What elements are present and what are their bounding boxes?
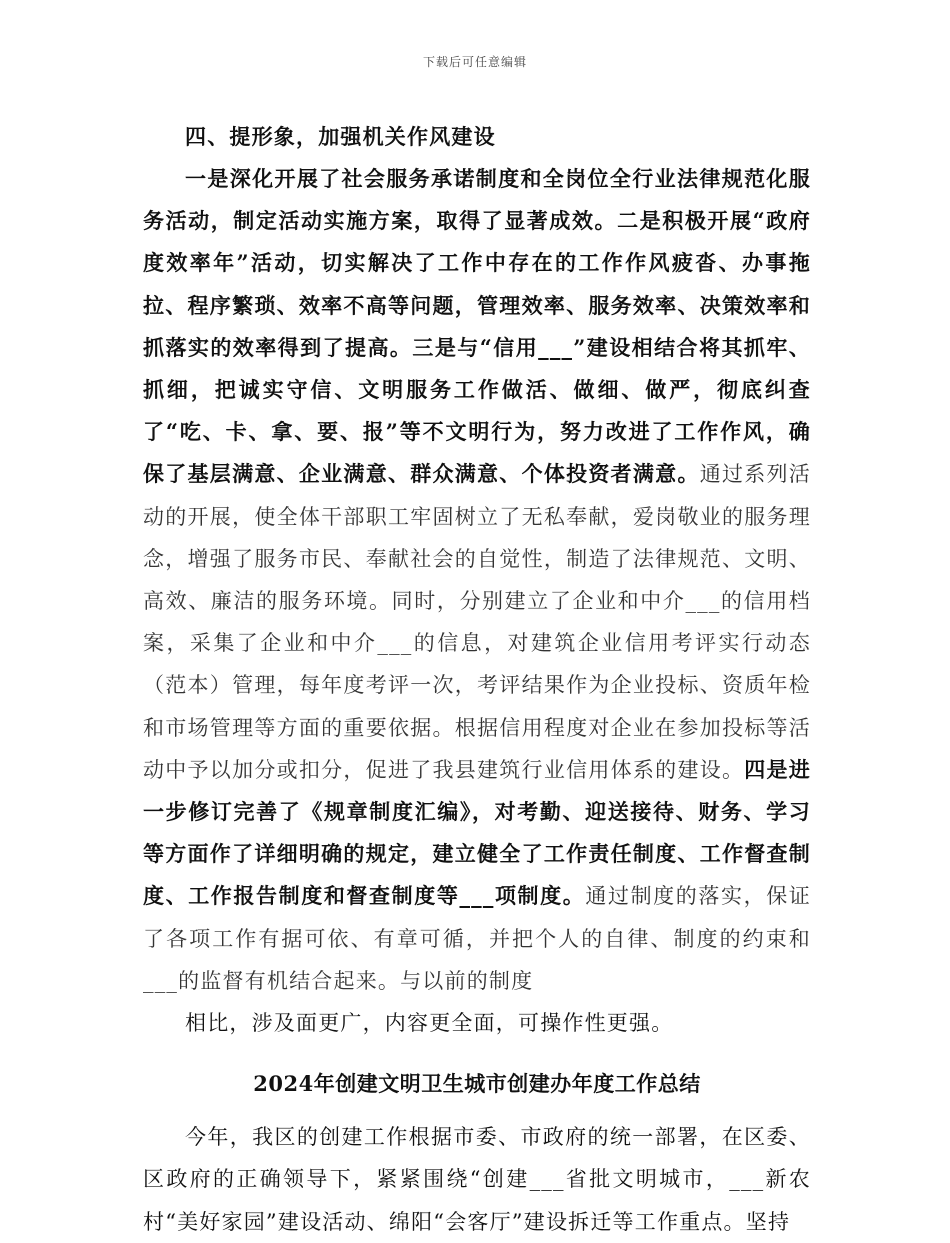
plain-passage-2: 通过制度的落实，保证了各项工作有据可依、有章可循，并把个人的自律、制度的约束和___的监督有机结合起来。与以前的制度 bbox=[143, 884, 812, 993]
plain-passage-1: 通过系列活动的开展，使全体干部职工牢固树立了无私奉献，爱岗敬业的服务理念，增强了服务市民、奉献社会的自觉性，制造了法律规范、文明、高效、廉洁的服务环境。同时，分别建立了企业和中介___的信用档案，采集了企业和中介___的信息，对建筑企业信用考评实行动态（范本）管理，每年度考评一次，考评结果作为企业投标、资质年检和市场管理等方面的重要依据。根据信用程度对企业在参加投标等活动中予以加分或扣分，促进了我县建筑行业信用体系的建设。 bbox=[143, 462, 812, 782]
page-header: 下载后可任意编辑 bbox=[422, 55, 527, 69]
continuation-paragraph: 相比，涉及面更广，内容更全面，可操作性更强。 bbox=[185, 1011, 674, 1036]
bold-passage-1: 一是深化开展了社会服务承诺制度和全岗位全行业法律规范化服务活动，制定活动实施方案，取得了显著成效。二是积极开展“政府度效率年”活动，切实解决了工作中存在的工作作风疲沓、办事拖拉、程序繁琐、效率不高等问题，管理效率、服务效率、决策效率和抓落实的效率得到了提高。三是与“信用___”建设相结合将其抓牢、抓细，把诚实守信、文明服务工作做活、做细、做严，彻底纠查了“吃、卡、拿、要、报”等不文明行为，努力改进了工作作风，确保了基层满意、企业满意、群众满意、个体投资者满意。 bbox=[143, 166, 811, 487]
document-body bbox=[143, 116, 811, 1243]
article-paragraph: 今年，我区的创建工作根据市委、市政府的统一部署，在区委、区政府的正确领导下，紧紧围绕“创建___省批文明城市，___新农村“美好家园”建设活动、绵阳“会客厅”建设拆迁等工作重点。坚持 bbox=[143, 1125, 811, 1234]
article-title: 2024年创建文明卫生城市创建办年度工作总结 bbox=[253, 1071, 701, 1097]
section-paragraph bbox=[143, 158, 811, 1002]
bold-passage-2: 四是进一步修订完善了《规章制度汇编》，对考勤、迎送接待、财务、学习等方面作了详细明确的规定，建立健全了工作责任制度、工作督查制度、工作报告制度和督查制度等___项制度。 bbox=[143, 756, 811, 909]
section-heading: 四、提形象，加强机关作风建设 bbox=[185, 124, 496, 149]
